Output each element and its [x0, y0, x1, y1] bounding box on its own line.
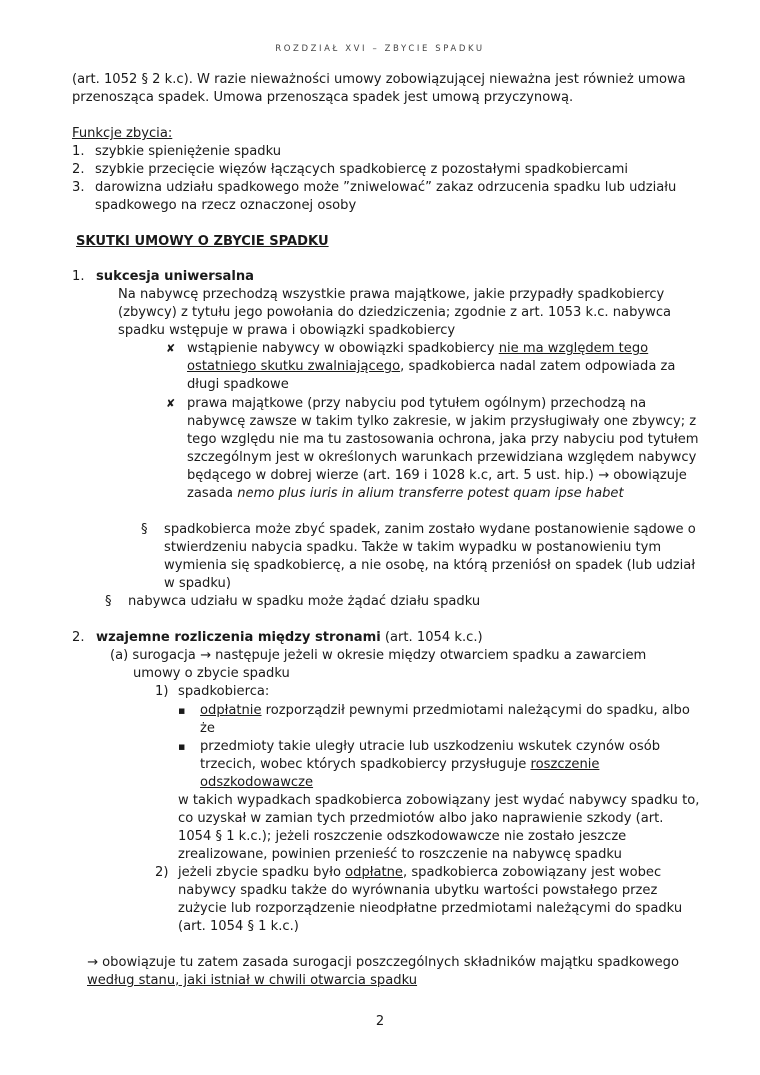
- text-span: , spadkobierca nadal zatem odpowiada za: [400, 359, 676, 374]
- text-line: zrealizowane, powinien przenieść to roszczenie na nabywcę spadku: [178, 847, 622, 862]
- text-span: jeżeli zbycie spadku było: [178, 865, 346, 880]
- item-title-line: [96, 629, 483, 647]
- bullet-text: [200, 738, 660, 792]
- list-item: [72, 179, 712, 215]
- text-line: umowy o zbycie spadku: [133, 666, 290, 681]
- surrogation-paragraph: [178, 792, 699, 864]
- text-span: , spadkobierca zobowiązany jest wobec: [403, 865, 662, 880]
- item-number: 1.: [72, 269, 85, 284]
- text-line: spadkobierca:: [178, 684, 270, 699]
- running-header: ROZDZIAŁ XVI – ZBYCIE SPADKU: [275, 44, 485, 54]
- text-line: → obowiązuje tu zatem zasada surogacji poszczególnych składników majątku spadkowego: [87, 955, 680, 970]
- text-line: [187, 358, 675, 376]
- text-line: według stanu, jaki istniał w chwili otwarcia spadku: [87, 973, 418, 988]
- section-mark-icon: §: [105, 594, 112, 609]
- text-line: (art. 1054 § 1 k.c.): [178, 919, 299, 934]
- list-number: 3.: [72, 180, 85, 195]
- text-line: co uzyskał w zamian tych przedmiotów albo jako naprawienie szkody (art.: [178, 811, 664, 826]
- paid-sale-paragraph: [178, 864, 682, 936]
- sub-number: 2): [155, 865, 169, 880]
- list-item: [72, 143, 712, 161]
- text-line: wymienia się spadkobiercę, a nie osobę, na którą przeniósł on spadek (lub udział: [164, 558, 696, 573]
- text-line: [187, 485, 699, 503]
- text-line: przenosząca spadek. Umowa przenosząca spadek jest umową przyczynową.: [72, 90, 574, 105]
- text-span: trzecich, wobec których spadkobiercy przysługuje: [200, 757, 531, 772]
- sub-number: 1): [155, 684, 169, 699]
- text-line: [200, 756, 660, 774]
- text-line: Na nabywcę przechodzą wszystkie prawa majątkowe, jakie przypadły spadkobiercy: [118, 287, 665, 302]
- functions-list: [72, 143, 712, 215]
- succession-paragraph: [118, 286, 671, 340]
- underlined-text: odpłatnie: [200, 703, 262, 718]
- text-line: stwierdzeniu nabycia spadku. Także w takim wypadku w postanowieniu tym: [164, 540, 662, 555]
- text-line: (a) surogacja → następuje jeżeli w okresie między otwarciem spadku a zawarciem: [110, 648, 647, 663]
- property-rights-bullet: [187, 395, 699, 503]
- text-line: nabywcy spadku także do wyrównania ubytku wartości powstałego przez: [178, 883, 658, 898]
- section-title: SKUTKI UMOWY O ZBYCIE SPADKU: [76, 234, 329, 249]
- underlined-text: roszczenie: [530, 757, 600, 772]
- text-line: spadkobierca może zbyć spadek, zanim zostało wydane postanowienie sądowe o: [164, 522, 696, 537]
- page-number: 2: [375, 1014, 385, 1029]
- text-line: zużycie lub rozporządzenie nieodpłatne przedmiotami należącymi do spadku: [178, 901, 683, 916]
- list-text: spadkowego na rzecz oznaczonej osoby: [95, 198, 357, 213]
- text-line: że: [200, 721, 215, 736]
- text-line: przedmioty takie uległy utracie lub uszkodzeniu wskutek czynów osób: [200, 739, 661, 754]
- heir-sale-paragraph: [164, 521, 696, 593]
- text-line: [187, 340, 675, 358]
- square-bullet-icon: ▪: [178, 704, 186, 717]
- list-text: szybkie przecięcie więzów łączących spadkobiercę z pozostałymi spadkobiercami: [95, 162, 629, 177]
- text-line: [178, 864, 682, 882]
- list-text: szybkie spieniężenie spadku: [95, 144, 282, 159]
- text-span: zasada: [187, 486, 238, 501]
- conclusion: [87, 954, 679, 990]
- underlined-text: ostatniego skutku zwalniającego: [187, 359, 401, 374]
- text-line: (art. 1052 § 2 k.c). W razie nieważności umowy zobowiązującej nieważna jest również umowa: [72, 72, 686, 87]
- text-line: (zbywcy) z tytułu jego powołania do dziedziczenia; zgodnie z art. 1053 k.c. nabywca: [118, 305, 672, 320]
- text-line: prawa majątkowe (przy nabyciu pod tytułem ogólnym) przechodzą na: [187, 396, 647, 411]
- intro-paragraph: [72, 71, 686, 107]
- text-line: nabywca udziału w spadku może żądać działu spadku: [128, 594, 481, 609]
- functions-title: Funkcje zbycia:: [72, 126, 173, 141]
- text-line: tego względu nie ma tu zastosowania ochrona, jaka przy nabyciu pod tytułem: [187, 432, 699, 447]
- text-line: w takich wypadkach spadkobierca zobowiązany jest wydać nabywcy spadku to,: [178, 793, 700, 808]
- list-number: 2.: [72, 162, 85, 177]
- bullet-text: [200, 702, 690, 738]
- article-reference: (art. 1054 k.c.): [380, 630, 483, 645]
- text-line: [200, 702, 690, 720]
- item-title: wzajemne rozliczenia między stronami: [96, 630, 381, 645]
- text-line: długi spadkowe: [187, 377, 289, 392]
- cross-mark-icon: ✘: [166, 342, 176, 355]
- item-title: sukcesja uniwersalna: [96, 269, 254, 284]
- obligations-bullet: [187, 340, 675, 394]
- square-bullet-icon: ▪: [178, 740, 186, 753]
- underlined-text: nie ma względem tego: [498, 341, 649, 356]
- list-text: darowizna udziału spadkowego może ”zniwelować” zakaz odrzucenia spadku lub udziału: [95, 180, 677, 195]
- underlined-text: odpłatne: [345, 865, 403, 880]
- cross-mark-icon: ✘: [166, 397, 176, 410]
- text-span: rozporządził pewnymi przedmiotami należącymi do spadku, albo: [261, 703, 690, 718]
- text-line: nabywcę zawsze w takim tylko zakresie, w jakim przysługiwały one zbywcy; z: [187, 414, 697, 429]
- text-line: 1054 § 1 k.c.); jeżeli roszczenie odszkodowawcze nie zostało jeszcze: [178, 829, 627, 844]
- item-number: 2.: [72, 630, 85, 645]
- latin-maxim: nemo plus iuris in alium transferre potest quam ipse habet: [237, 486, 624, 501]
- list-item: [72, 161, 712, 179]
- list-number: 1.: [72, 144, 85, 159]
- text-line: będącego w dobrej wierze (art. 169 i 1028 k.c, art. 5 ust. hip.) → obowiązuje: [187, 468, 687, 483]
- text-line: odszkodowawcze: [200, 775, 314, 790]
- text-line: szczególnym jest w określonych warunkach przewidziana względem nabywcy: [187, 450, 697, 465]
- text-line: spadku wstępuje w prawa i obowiązki spadkobiercy: [118, 323, 456, 338]
- text-line: w spadku): [164, 576, 231, 591]
- text-span: wstąpienie nabywcy w obowiązki spadkobiercy: [187, 341, 499, 356]
- section-mark-icon: §: [141, 522, 148, 537]
